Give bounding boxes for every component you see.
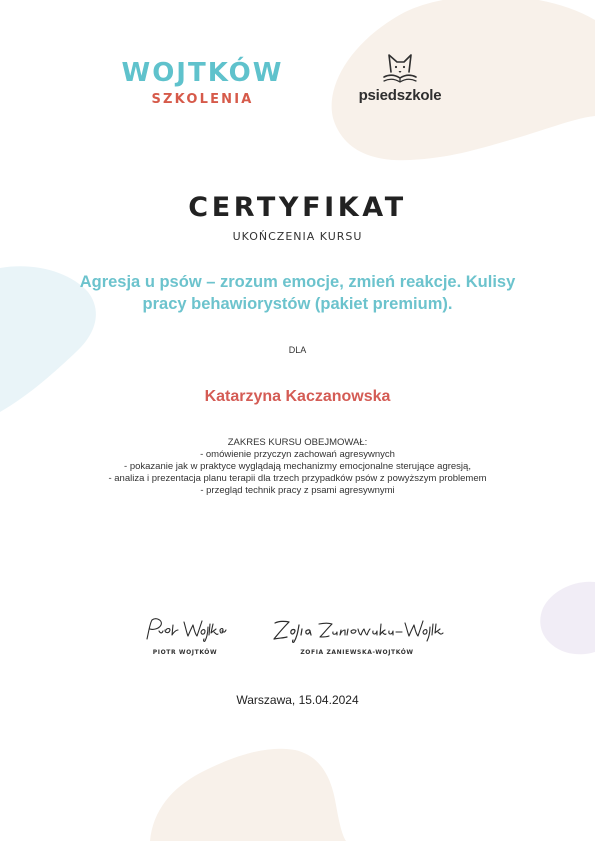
course-name-line: Agresja u psów – zrozum emocje, zmień reakcje. Kulisy — [79, 273, 516, 291]
signature-block-zofia — [262, 615, 452, 657]
scope-item: - analiza i prezentacja planu terapii dla trzech przypadków psów z powyższym problemem — [108, 473, 487, 484]
recipient-name: Katarzyna Kaczanowska — [204, 388, 391, 405]
handwritten-signature-piotr — [142, 615, 228, 645]
wojtkow-szkolenia-logo — [100, 58, 305, 108]
logo-partner-text: psiedszkole — [358, 87, 442, 104]
place-and-date: Warszawa, 15.04.2024 — [236, 693, 359, 707]
logo-brand-text: WOJTKÓW — [121, 58, 284, 88]
logo-sub-text: SZKOLENIA — [151, 92, 254, 107]
scope-item: - omówienie przyczyn zachowań agresywnych — [200, 449, 395, 460]
scope-item: - pokazanie jak w praktyce wyglądają mechanizmy emocjonalne sterujące agresją, — [124, 461, 471, 472]
signatory-name: ZOFIA ZANIEWSKA-WOJTKÓW — [300, 649, 414, 656]
scope-item: - przegląd technik pracy z psami agresywnymi — [200, 485, 395, 496]
dog-reading-icon — [378, 50, 422, 86]
course-scope — [30, 437, 565, 497]
psiedszkole-logo — [352, 50, 448, 105]
handwritten-signature-zofia — [269, 615, 445, 645]
for-label: DLA — [288, 345, 307, 355]
signature-block-piotr — [130, 615, 240, 657]
certificate-title: CERTYFIKAT — [188, 192, 407, 223]
course-name-line: pracy behawiorystów (pakiet premium). — [142, 295, 453, 313]
signatory-name: PIOTR WOJTKÓW — [152, 649, 218, 656]
course-name — [40, 271, 555, 315]
certificate-subtitle: UKOŃCZENIA KURSU — [232, 230, 363, 243]
scope-heading: ZAKRES KURSU OBEJMOWAŁ: — [227, 437, 368, 448]
